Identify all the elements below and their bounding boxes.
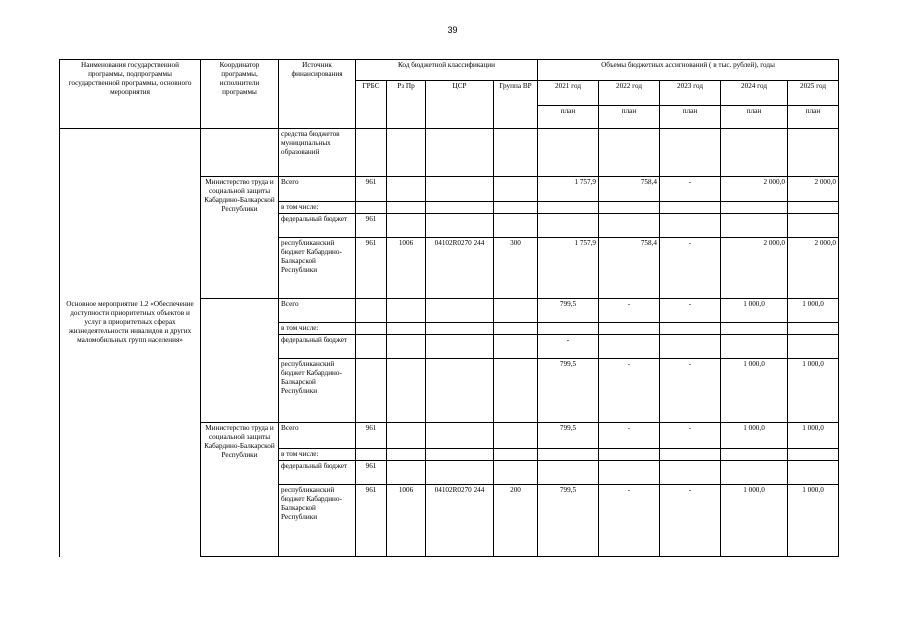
header-coordinator: Координатор программы, исполнители программы bbox=[201, 60, 279, 129]
source-cell: средства бюджетов муниципальных образований bbox=[279, 129, 356, 177]
value-cell: 1 757,9 bbox=[538, 238, 599, 299]
csr-cell: 04102R0270 244 bbox=[426, 485, 494, 557]
value-cell: - bbox=[660, 238, 721, 299]
csr-cell: 04102R0270 244 bbox=[426, 238, 494, 299]
source-cell: в том числе: bbox=[279, 449, 356, 461]
value-cell: 799,5 bbox=[538, 299, 599, 323]
header-bcc: Код бюджетной классификации bbox=[356, 60, 538, 81]
value-cell: 1 000,0 bbox=[788, 485, 839, 557]
source-cell: федеральный бюджет bbox=[279, 214, 356, 238]
header-name: Наименования государственной программы, подпрограммы государственной программы, основного мероприятия bbox=[60, 60, 201, 129]
header-year: 2024 год bbox=[721, 81, 788, 106]
header-year: 2023 год bbox=[660, 81, 721, 106]
measure-cell: Основное мероприятие 1.2 «Обеспечение доступности приоритетных объектов и услуг в приоритетных сферах жизнедеятельности инвалидов и других маломобильных групп населения» bbox=[60, 299, 201, 557]
header-plan: план bbox=[538, 106, 599, 129]
vr-cell: 200 bbox=[494, 485, 538, 557]
source-cell: Всего bbox=[279, 299, 356, 323]
grbs-cell: 961 bbox=[356, 461, 387, 485]
header-vr: Группа ВР bbox=[494, 81, 538, 129]
grbs-cell: 961 bbox=[356, 177, 387, 202]
table-row bbox=[60, 129, 839, 177]
rzpr-cell: 1006 bbox=[387, 238, 426, 299]
header-year: 2021 год bbox=[538, 81, 599, 106]
value-cell: 758,4 bbox=[599, 177, 660, 202]
value-cell: 799,5 bbox=[538, 359, 599, 423]
grbs-cell: 961 bbox=[356, 423, 387, 449]
value-cell: 1 000,0 bbox=[788, 299, 839, 323]
source-cell: республиканский бюджет Кабардино-Балкарской Республики bbox=[279, 359, 356, 423]
vr-cell: 300 bbox=[494, 238, 538, 299]
value-cell: 1 000,0 bbox=[721, 423, 788, 449]
source-cell: Всего bbox=[279, 177, 356, 202]
grbs-cell: 961 bbox=[356, 238, 387, 299]
table-row bbox=[60, 299, 839, 323]
value-cell: 2 000,0 bbox=[788, 238, 839, 299]
header-volumes: Объемы бюджетных ассигнований ( в тыс. рублей), годы bbox=[538, 60, 839, 81]
source-cell: в том числе: bbox=[279, 202, 356, 214]
header-plan: план bbox=[721, 106, 788, 129]
rzpr-cell: 1006 bbox=[387, 485, 426, 557]
value-cell: 758,4 bbox=[599, 238, 660, 299]
header-source: Источник финансирования bbox=[279, 60, 356, 129]
value-cell: - bbox=[660, 299, 721, 323]
table-row bbox=[60, 177, 839, 202]
coordinator-cell: Министерство труда и социальной защиты Кабардино-Балкарской Республики bbox=[201, 177, 279, 299]
budget-table bbox=[59, 59, 839, 557]
value-cell: 1 000,0 bbox=[721, 485, 788, 557]
value-cell: - bbox=[599, 423, 660, 449]
header-year: 2022 год bbox=[599, 81, 660, 106]
value-cell: 2 000,0 bbox=[721, 177, 788, 202]
value-cell: 1 000,0 bbox=[721, 359, 788, 423]
value-cell: - bbox=[599, 359, 660, 423]
value-cell: 1 000,0 bbox=[788, 359, 839, 423]
header-grbs: ГРБС bbox=[356, 81, 387, 129]
header-rzpr: Рз Пр bbox=[387, 81, 426, 129]
value-cell: 1 757,9 bbox=[538, 177, 599, 202]
value-cell: 799,5 bbox=[538, 485, 599, 557]
header-year: 2025 год bbox=[788, 81, 839, 106]
value-cell: 2 000,0 bbox=[721, 238, 788, 299]
source-cell: в том числе: bbox=[279, 323, 356, 335]
coordinator-cell: Министерство труда и социальной защиты Кабардино-Балкарской Республики bbox=[201, 423, 279, 557]
header-plan: план bbox=[599, 106, 660, 129]
source-cell: Всего bbox=[279, 423, 356, 449]
source-cell: республиканский бюджет Кабардино-Балкарской Республики bbox=[279, 238, 356, 299]
source-cell: федеральный бюджет bbox=[279, 335, 356, 359]
value-cell: 799,5 bbox=[538, 423, 599, 449]
header-csr: ЦСР bbox=[426, 81, 494, 129]
grbs-cell: 961 bbox=[356, 214, 387, 238]
value-cell: - bbox=[660, 359, 721, 423]
value-cell: - bbox=[660, 177, 721, 202]
value-cell: - bbox=[599, 299, 660, 323]
page-number: 39 bbox=[447, 25, 458, 35]
value-cell: 1 000,0 bbox=[788, 423, 839, 449]
value-cell: 2 000,0 bbox=[788, 177, 839, 202]
value-cell: - bbox=[660, 423, 721, 449]
value-cell: 1 000,0 bbox=[721, 299, 788, 323]
header-plan: план bbox=[788, 106, 839, 129]
value-cell: - bbox=[599, 485, 660, 557]
source-cell: республиканский бюджет Кабардино-Балкарской Республики bbox=[279, 485, 356, 557]
source-cell: федеральный бюджет bbox=[279, 461, 356, 485]
value-cell: - bbox=[660, 485, 721, 557]
header-plan: план bbox=[660, 106, 721, 129]
grbs-cell: 961 bbox=[356, 485, 387, 557]
value-cell: - bbox=[538, 335, 599, 359]
